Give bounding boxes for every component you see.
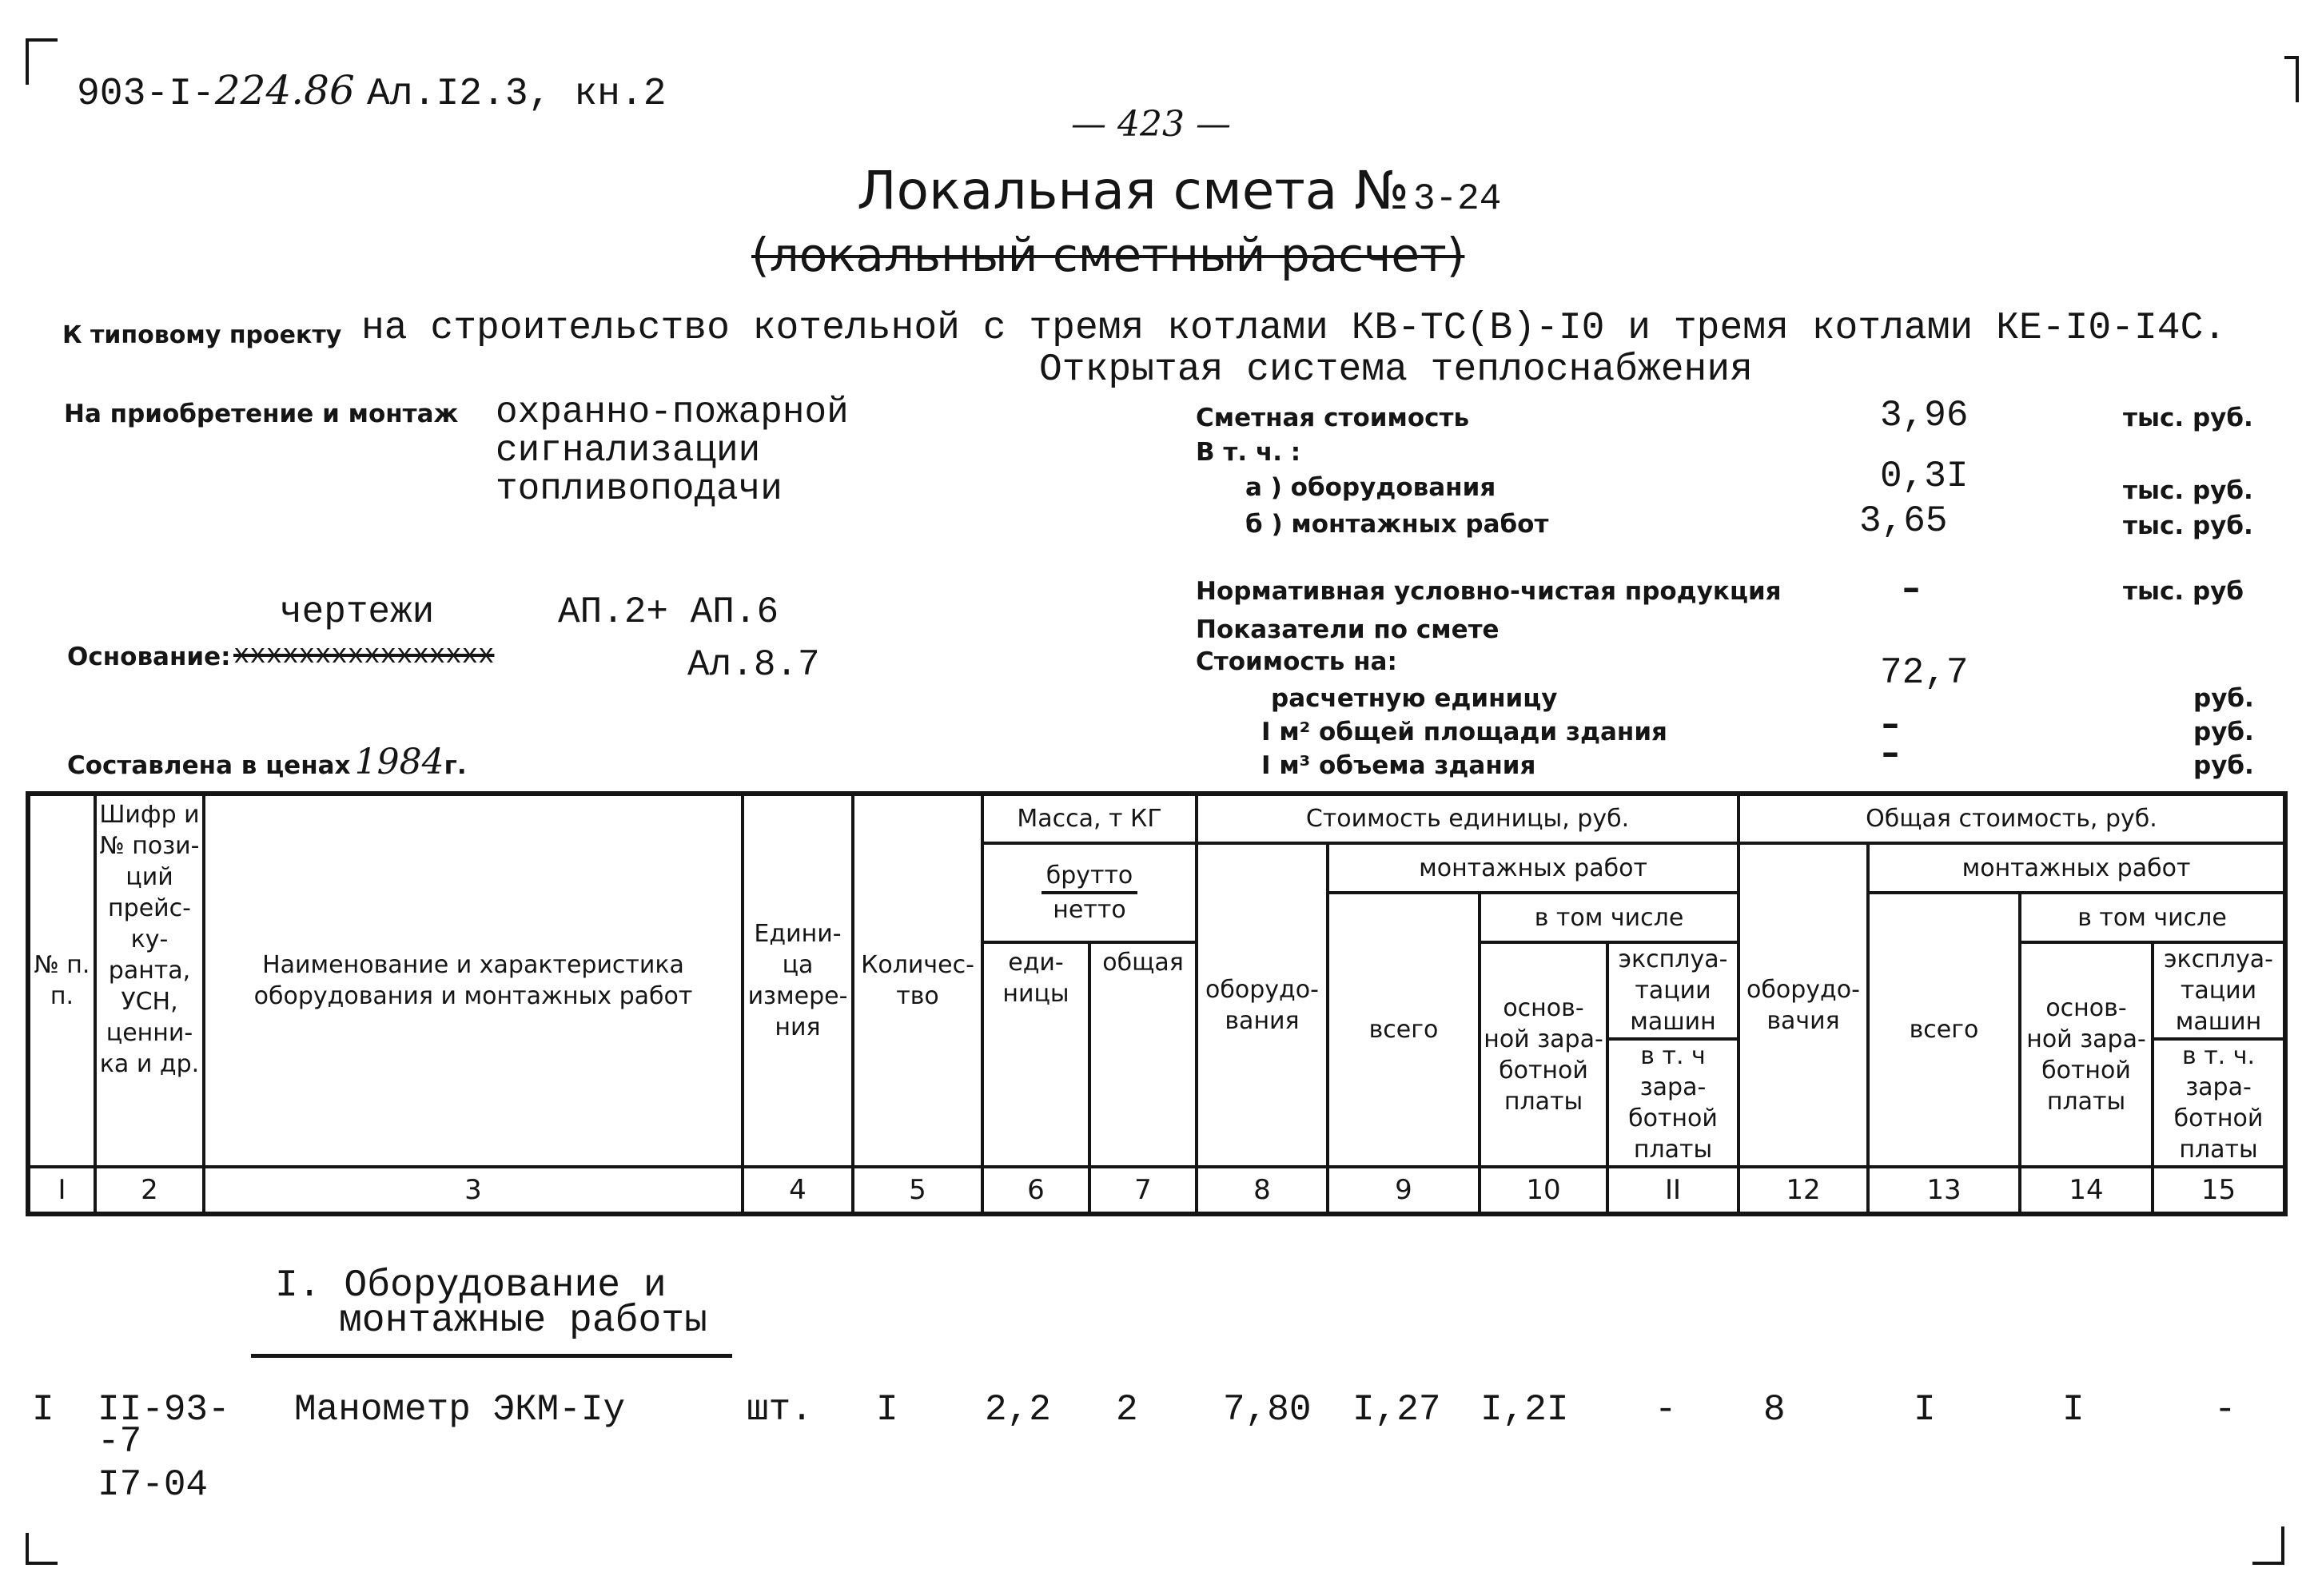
row-mass-total: 2 — [1116, 1389, 1138, 1431]
header-col-8: оборудо- вания — [1197, 843, 1328, 1167]
column-number: 12 — [1739, 1167, 1868, 1214]
estimate-table-header — [26, 791, 2288, 1216]
column-number: 7 — [1089, 1167, 1197, 1214]
basis-references: АП.2+ АП.6 — [558, 591, 779, 633]
basis-struck-text: xxxxxxxxxxxxxxxx — [233, 641, 495, 671]
header-gross-net — [982, 843, 1197, 942]
row-number: I — [32, 1389, 54, 1431]
header-col-11-top: эксплуа- тации машин — [1609, 944, 1737, 1041]
per-unit-value: 72,7 — [1880, 652, 1969, 694]
row-code-line1: II-93- — [98, 1389, 230, 1431]
column-number: 13 — [1868, 1167, 2020, 1214]
cost-for-label: Стоимость на: — [1196, 647, 1397, 676]
row-equipment-total: 8 — [1763, 1389, 1786, 1431]
header-total-cost: Общая стоимость, руб. — [1739, 794, 2285, 843]
per-m2-unit: руб. — [2193, 718, 2254, 746]
row-base-wage: I,2I — [1480, 1389, 1569, 1431]
row-equipment-unit-cost: 7,80 — [1223, 1389, 1312, 1431]
per-m2-value: – — [1882, 703, 1899, 744]
column-number: I — [28, 1167, 95, 1214]
project-description-line2: Открытая система теплоснабжения — [1039, 348, 1753, 392]
column-number: 9 — [1328, 1167, 1480, 1214]
basis-album: Ал.8.7 — [687, 644, 820, 686]
header-unit-install: монтажных работ — [1328, 843, 1739, 893]
header-col-14: основ- ной зара- ботной платы — [2020, 942, 2153, 1167]
section-title-line1: I. Оборудование и — [275, 1264, 667, 1307]
row-name: Манометр ЭКМ-Iу — [294, 1389, 626, 1431]
header-col-2: Шифр и № пози- ций прейс- ку- ранта, УСН, ценни- ка и др. — [95, 794, 204, 1167]
header-total-incl: в том числе — [2020, 893, 2285, 942]
normative-unit: тыс. руб — [2123, 577, 2244, 606]
project-label: К типовому проекту — [62, 321, 342, 349]
row-install-all: I — [1914, 1389, 1936, 1431]
purpose-line-3: топливоподачи — [496, 468, 783, 510]
page-number: — 423 — — [1071, 104, 1231, 145]
page-title-text: Локальная смета № — [857, 160, 1409, 221]
installation-cost-value: 3,65 — [1859, 500, 1948, 542]
per-m3-unit: руб. — [2193, 751, 2254, 780]
page-subtitle-struck: (локальный сметный расчет) — [751, 228, 1465, 282]
page-title-number: 3-24 — [1412, 178, 1502, 220]
corner-mark-bottom-left — [26, 1533, 58, 1565]
header-col-15 — [2153, 942, 2285, 1167]
equipment-cost-value: 0,3I — [1880, 456, 1969, 497]
row-machines-total: - — [2214, 1389, 2236, 1431]
per-m2-label: I м² общей площади здания — [1261, 718, 1667, 746]
header-unit-cost: Стоимость единицы, руб. — [1197, 794, 1739, 843]
header-col-11 — [1607, 942, 1739, 1167]
prices-line — [67, 742, 467, 782]
equipment-cost-label: а ) оборудования — [1245, 473, 1496, 502]
column-number: 5 — [853, 1167, 982, 1214]
section-underline — [251, 1354, 732, 1358]
total-cost-label: Сметная стоимость — [1196, 404, 1470, 432]
row-unit: шт. — [747, 1389, 813, 1431]
header-col-15-bottom: в т. ч. зара- ботной платы — [2173, 1042, 2264, 1164]
column-number: 4 — [743, 1167, 853, 1214]
column-number: 6 — [982, 1167, 1089, 1214]
row-code-line3: I7-04 — [98, 1464, 209, 1506]
total-cost-value: 3,96 — [1880, 395, 1969, 436]
header-col-12: оборудо- вачия — [1739, 843, 1868, 1167]
prices-year: 1984 — [354, 742, 444, 782]
indicators-label: Показатели по смете — [1196, 615, 1500, 644]
row-machines: - — [1655, 1389, 1677, 1431]
basis-label: Основание: — [67, 643, 231, 671]
document-code-suffix: Ал.I2.3, кн.2 — [367, 73, 667, 116]
header-total-install: монтажных работ — [1868, 843, 2285, 893]
header-mass: Масса, т КГ — [982, 794, 1197, 843]
basis-drawings: чертежи — [280, 591, 435, 633]
document-code-handwritten: 224.86 — [214, 67, 355, 113]
header-col-13: всего — [1868, 893, 2020, 1167]
corner-mark-top-left — [26, 38, 58, 85]
row-quantity: I — [876, 1389, 898, 1431]
page-title — [857, 160, 1501, 221]
section-title-line2: монтажные работы — [339, 1299, 707, 1343]
per-m3-value: – — [1882, 732, 1899, 773]
header-col-6: еди- ницы — [982, 942, 1089, 1167]
equipment-cost-unit: тыс. руб. — [2123, 476, 2253, 505]
project-description-line1: на строительство котельной с тремя котлами КВ-ТС(В)-I0 и тремя котлами КЕ-I0-I4С. — [361, 307, 2227, 350]
header-col-11-bottom: в т. ч зара- ботной платы — [1628, 1042, 1718, 1164]
column-number: 3 — [204, 1167, 743, 1214]
row-code-line2: -7 — [98, 1421, 142, 1463]
document-code-prefix: 903-I- — [77, 73, 215, 116]
column-number: 10 — [1480, 1167, 1607, 1214]
purpose-line-1: охранно-пожарной — [496, 392, 849, 433]
header-col-10: основ- ной зара- ботной платы — [1480, 942, 1607, 1167]
header-col-15-top: эксплуа- тации машин — [2154, 944, 2283, 1041]
column-number: II — [1607, 1167, 1739, 1214]
header-net: нетто — [1053, 896, 1126, 924]
normative-label: Нормативная условно-чистая продукция — [1196, 577, 1782, 606]
corner-mark-top-right — [2284, 56, 2299, 102]
header-col-4: Едини- ца измере- ния — [743, 794, 853, 1167]
corner-mark-bottom-right — [2252, 1526, 2284, 1565]
header-col-7: общая — [1089, 942, 1197, 1167]
header-gross: брутто — [1042, 860, 1138, 894]
header-col-9: всего — [1328, 893, 1480, 1167]
prices-suffix: г. — [444, 751, 467, 780]
purpose-line-2: сигнализации — [496, 430, 761, 472]
header-unit-incl: в том числе — [1480, 893, 1739, 942]
document-code — [77, 67, 667, 116]
column-number: 8 — [1197, 1167, 1328, 1214]
column-number: 2 — [95, 1167, 204, 1214]
installation-cost-label: б ) монтажных работ — [1245, 510, 1549, 539]
row-install-total: I,27 — [1352, 1389, 1441, 1431]
per-unit-unit: руб. — [2193, 684, 2254, 713]
prices-label: Составлена в ценах — [67, 751, 351, 780]
per-unit-label: расчетную единицу — [1271, 684, 1558, 713]
column-number: 14 — [2020, 1167, 2153, 1214]
header-col-1: № п. п. — [28, 794, 95, 1167]
normative-value: – — [1902, 567, 1920, 608]
row-mass-unit: 2,2 — [985, 1389, 1051, 1431]
column-number: 15 — [2153, 1167, 2285, 1214]
row-wage-total: I — [2062, 1389, 2085, 1431]
including-label: В т. ч. : — [1196, 438, 1301, 467]
total-cost-unit: тыс. руб. — [2123, 404, 2253, 432]
header-col-5: Количес- тво — [853, 794, 982, 1167]
purpose-label: На приобретение и монтаж — [64, 400, 459, 428]
header-col-3: Наименование и характеристика оборудования и монтажных работ — [204, 794, 743, 1167]
per-m3-label: I м³ объема здания — [1261, 751, 1536, 780]
installation-cost-unit: тыс. руб. — [2123, 511, 2253, 540]
